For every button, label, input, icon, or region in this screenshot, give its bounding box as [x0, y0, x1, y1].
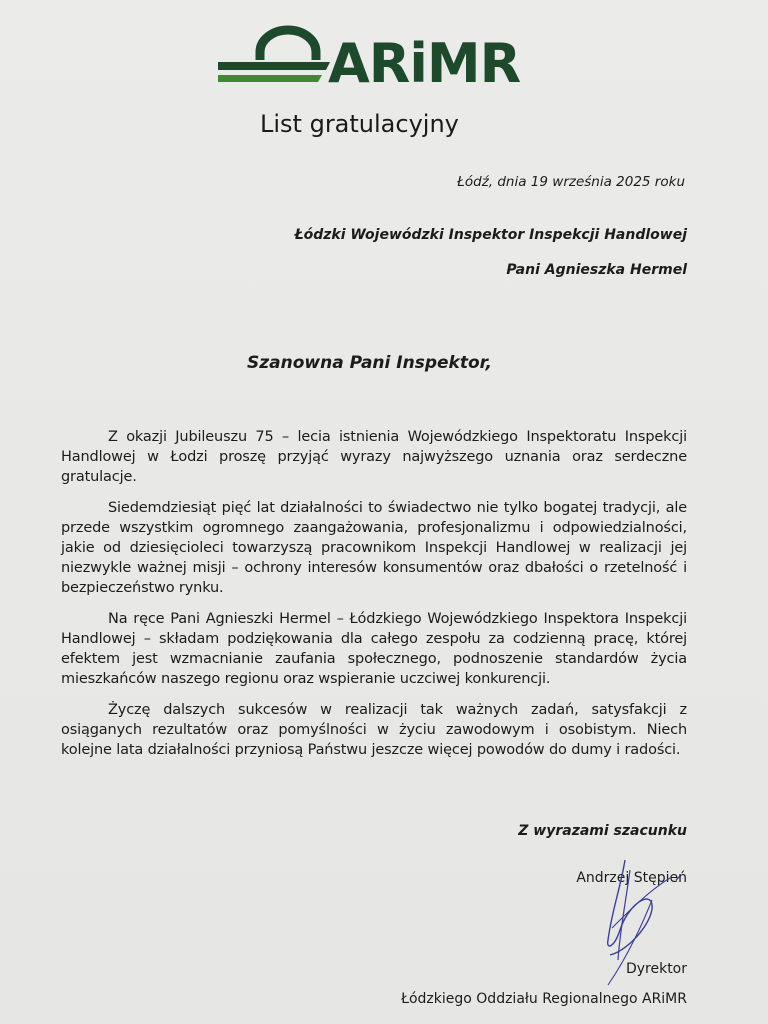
letter-date: Łódź, dnia 19 września 2025 roku — [457, 174, 685, 190]
addressee-name: Pani Agnieszka Hermel — [506, 262, 687, 278]
signature-stroke — [676, 876, 680, 880]
letter-title: List gratulacyjny — [260, 110, 459, 138]
dark-bar — [218, 62, 330, 70]
signer-role: Dyrektor — [625, 961, 687, 977]
arimr-logo-graphic — [218, 22, 528, 86]
addressee-title: Łódzki Wojewódzki Inspektor Inspekcji Handlowej — [294, 227, 687, 243]
light-bar — [218, 75, 322, 82]
closing-phrase: Z wyrazami szacunku — [518, 823, 687, 839]
signer-organization: Łódzkiego Oddziału Regionalnego ARiMR — [401, 991, 687, 1007]
paragraph: Życzę dalszych sukcesów w realizacji tak ważnych zadań, satysfakcji z osiąganych rezultatów oraz pomyślności w życiu zawodowym i osobistym. Niech kolejne lata działalności przyniosą Państwu jeszcze więcej powodów do dumy i radości. — [61, 702, 687, 758]
signer-name: Andrzej Stępień — [576, 870, 687, 886]
paragraph: Z okazji Jubileuszu 75 – lecia istnienia Wojewódzkiego Inspektoratu Inspekcji Handlowej w Łodzi proszę przyjąć wyrazy najwyższego uznania oraz serdeczne gratulacje. — [61, 429, 687, 485]
paragraph: Siedemdziesiąt pięć lat działalności to świadectwo nie tylko bogatej tradycji, ale przede wszystkim ogromnego zaangażowania, profesjonalizmu i odpowiedzialności, jakie od dziesięcioleci towarzyszą pracownikom Inspekcji Handlowej w realizacji jej niezwykle ważnej misji – ochrony interesów konsumentów oraz dbałości o rzetelność i bezpieczeństwo rynku. — [61, 500, 687, 596]
arch-shape — [260, 30, 316, 60]
letter-body — [61, 427, 687, 771]
salutation: Szanowna Pani Inspektor, — [247, 353, 492, 373]
arimr-logo — [218, 22, 528, 86]
logo-wordmark: ARiMR — [328, 32, 521, 86]
signature-stroke — [612, 878, 670, 928]
paragraph: Na ręce Pani Agnieszki Hermel – Łódzkiego Wojewódzkiego Inspektora Inspekcji Handlowej – składam podziękowania dla całego zespołu za codzienną pracę, której efektem jest wzmacnianie zaufania społecznego, podnoszenie standardów życia mieszkańców naszego regionu oraz wspieranie uczciwej konkurencji. — [61, 611, 687, 687]
